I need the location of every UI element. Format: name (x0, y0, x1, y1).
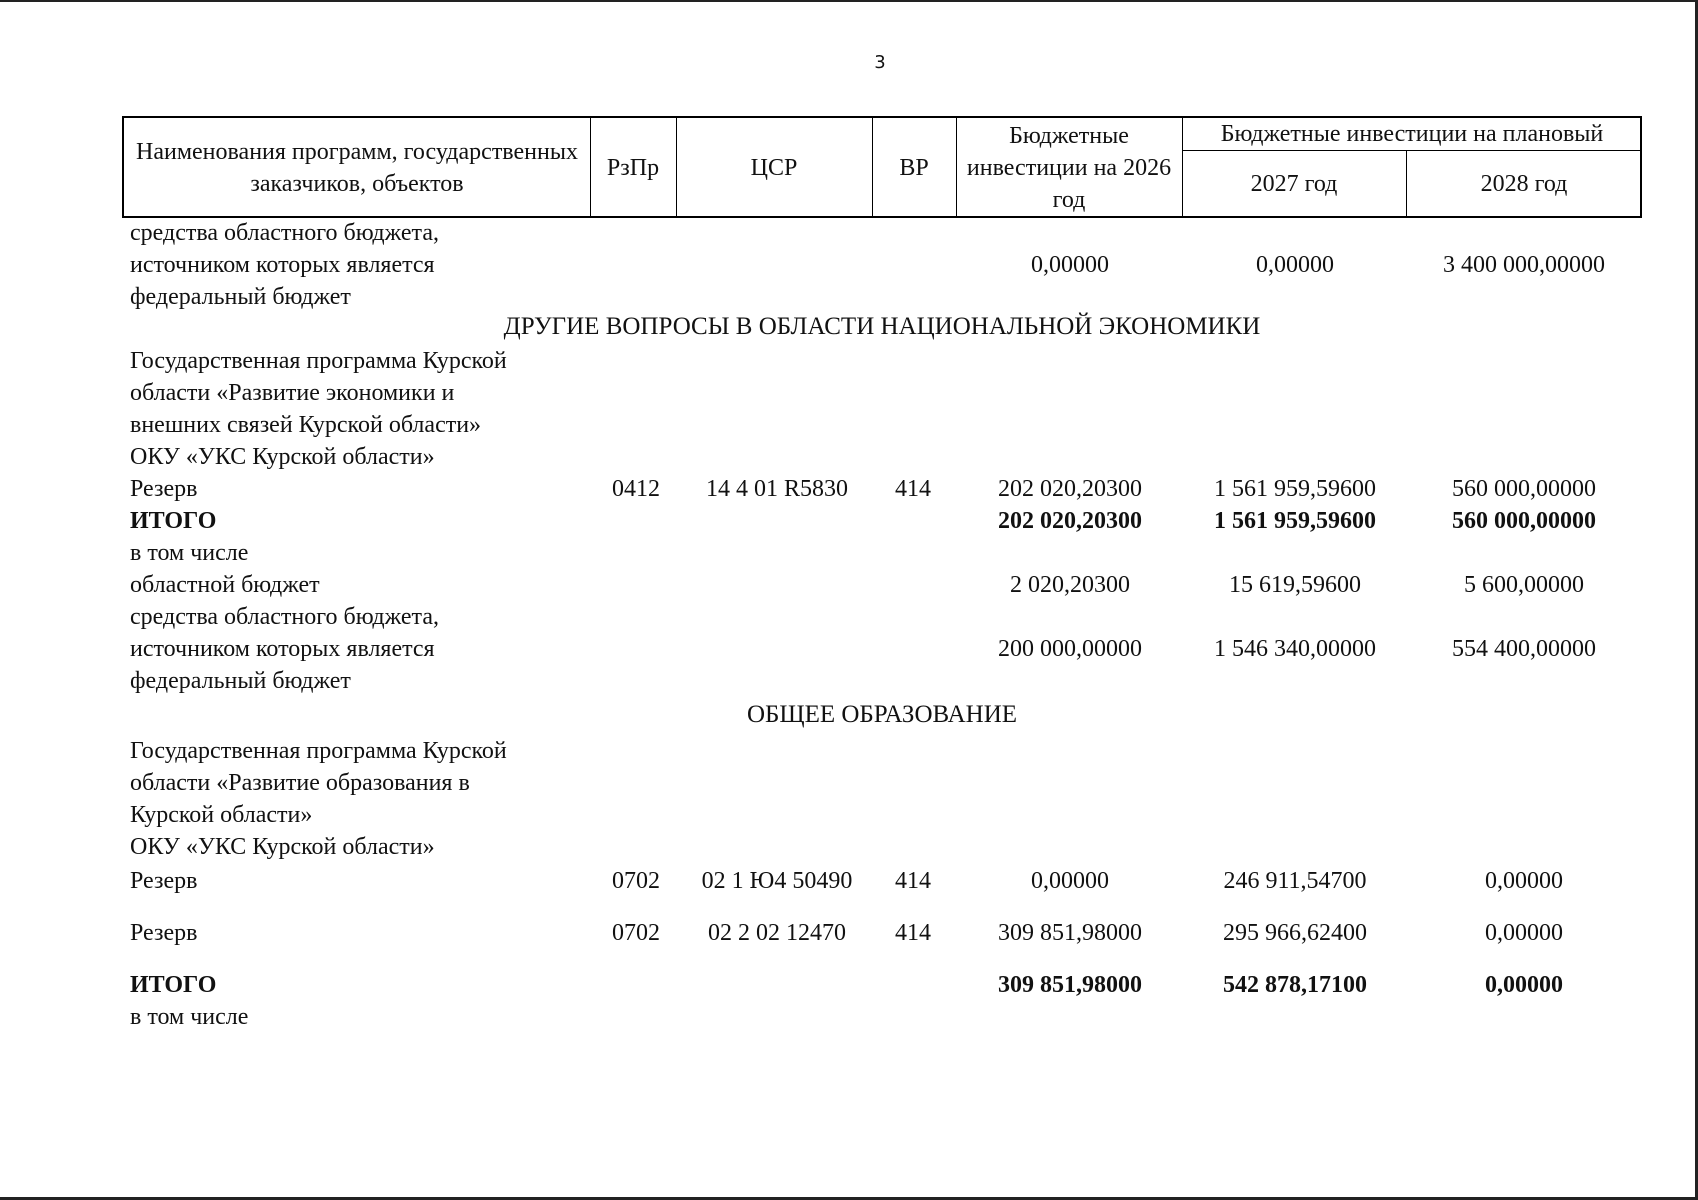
row-rzpr: 0702 (612, 868, 660, 894)
header-name: Наименования программ, государственных заказчиков, объектов (136, 139, 578, 197)
table-row (0, 600, 1698, 634)
row-csr: 14 4 01 R5830 (705, 476, 848, 502)
table-row (0, 280, 1698, 314)
row-name: федеральный бюджет (130, 668, 351, 694)
program-name: внешних связей Курской области» (130, 412, 482, 438)
row-vr: 414 (895, 920, 931, 946)
row-vr: 414 (895, 868, 931, 894)
table-row (0, 376, 1698, 410)
table-row (0, 568, 1698, 602)
value-2027: 542 878,17100 (1223, 972, 1367, 998)
table-row (0, 472, 1698, 506)
program-name: области «Развитие образования в (130, 770, 470, 796)
value-2028: 3 400 000,00000 (1443, 252, 1605, 278)
table-row (0, 798, 1698, 832)
row-name: источником которых является (130, 636, 435, 662)
value-2028: 0,00000 (1485, 920, 1563, 946)
value-2026: 200 000,00000 (998, 636, 1142, 662)
total-row (0, 968, 1698, 1002)
customer-name: ОКУ «УКС Курской области» (130, 834, 435, 860)
section-title: ДРУГИЕ ВОПРОСЫ В ОБЛАСТИ НАЦИОНАЛЬНОЙ ЭКОНОМИКИ (503, 313, 1261, 340)
section-title: ОБЩЕЕ ОБРАЗОВАНИЕ (746, 701, 1018, 728)
program-name: Государственная программа Курской (130, 738, 507, 764)
header-planned: Бюджетные инвестиции на плановый (1220, 121, 1604, 147)
customer-name: ОКУ «УКС Курской области» (130, 444, 435, 470)
program-name: Курской области» (130, 802, 313, 828)
value-2026: 309 851,98000 (998, 972, 1142, 998)
row-rzpr: 0702 (612, 920, 660, 946)
row-name: областной бюджет (130, 572, 320, 598)
value-2028: 554 400,00000 (1452, 636, 1596, 662)
row-csr: 02 1 Ю4 50490 (701, 868, 853, 894)
value-2026: 309 851,98000 (998, 920, 1142, 946)
row-name: средства областного бюджета, (130, 604, 439, 630)
program-name: области «Развитие экономики и (130, 380, 455, 406)
row-rzpr: 0412 (612, 476, 660, 502)
table-row (0, 766, 1698, 800)
header-csr: ЦСР (750, 155, 798, 181)
header-rzpr: РзПр (606, 155, 660, 181)
value-2026: 2 020,20300 (1010, 572, 1130, 598)
value-2026: 202 020,20300 (998, 508, 1142, 534)
value-2026: 0,00000 (1031, 868, 1109, 894)
table-row (0, 830, 1698, 864)
program-name: Государственная программа Курской (130, 348, 507, 374)
table-row (0, 916, 1698, 950)
row-name: Резерв (130, 920, 198, 946)
value-2026: 0,00000 (1031, 252, 1109, 278)
row-name: Резерв (130, 476, 198, 502)
page-number: 3 (874, 52, 886, 73)
table-row (0, 864, 1698, 898)
value-2027: 15 619,59600 (1229, 572, 1361, 598)
value-2028: 0,00000 (1485, 972, 1563, 998)
row-name: в том числе (130, 1004, 249, 1030)
header-vr: ВР (899, 155, 929, 181)
row-csr: 02 2 02 12470 (708, 920, 846, 946)
value-2028: 5 600,00000 (1464, 572, 1584, 598)
value-2027: 1 561 959,59600 (1214, 508, 1376, 534)
table-row (0, 408, 1698, 442)
value-2027: 1 546 340,00000 (1214, 636, 1376, 662)
table-row (0, 440, 1698, 474)
value-2027: 295 966,62400 (1223, 920, 1367, 946)
total-row (0, 504, 1698, 538)
row-name: Резерв (130, 868, 198, 894)
row-name: федеральный бюджет (130, 284, 351, 310)
value-2027: 246 911,54700 (1223, 868, 1367, 894)
table-header (122, 116, 1642, 218)
header-2028: 2028 год (1480, 171, 1568, 197)
table-row (0, 632, 1698, 666)
row-name: источником которых является (130, 252, 435, 278)
value-2028: 560 000,00000 (1452, 476, 1596, 502)
row-name: в том числе (130, 540, 249, 566)
table-row (0, 248, 1698, 282)
row-name: средства областного бюджета, (130, 220, 439, 246)
table-row (0, 536, 1698, 570)
total-label: ИТОГО (130, 972, 217, 998)
scan-edge (0, 0, 1698, 2)
value-2027: 1 561 959,59600 (1214, 476, 1376, 502)
total-label: ИТОГО (130, 508, 217, 534)
table-row (0, 216, 1698, 250)
table-row (0, 344, 1698, 378)
table-row (0, 734, 1698, 768)
row-vr: 414 (895, 476, 931, 502)
value-2028: 0,00000 (1485, 868, 1563, 894)
header-2027: 2027 год (1250, 171, 1338, 197)
table-row (0, 664, 1698, 698)
table-row (0, 1000, 1698, 1034)
value-2026: 202 020,20300 (998, 476, 1142, 502)
header-inv-2026: Бюджетные инвестиции на 2026 год (966, 123, 1172, 213)
value-2027: 0,00000 (1256, 252, 1334, 278)
value-2028: 560 000,00000 (1452, 508, 1596, 534)
